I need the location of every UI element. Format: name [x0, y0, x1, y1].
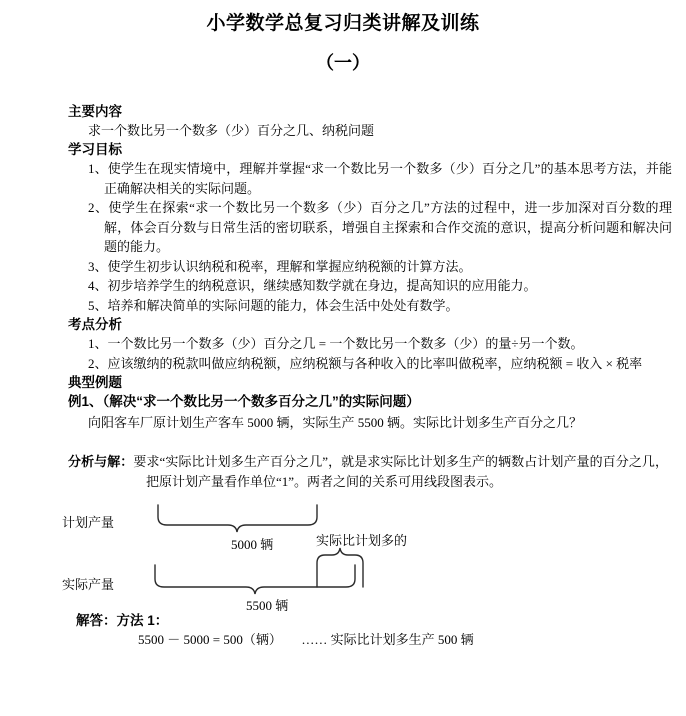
brace-difference — [317, 548, 363, 587]
main-content-text: 求一个数比另一个数多（少）百分之几、纳税问题 — [88, 123, 375, 138]
diagram-value-actual: 5500 辆 — [246, 598, 289, 613]
list-item: 3、使学生初步认识纳税和税率，理解和掌握应纳税额的计算方法。 — [88, 258, 472, 274]
section-heading-main-content: 主要内容 — [68, 104, 122, 119]
list-item: 1、使学生在现实情境中，理解并掌握“求一个数比另一个数多（少）百分之几”的基本思考方法，并能正确解决相关的实际问题。 — [88, 161, 672, 196]
objectives-list — [68, 159, 676, 315]
section-heading-examples: 典型例题 — [68, 375, 122, 390]
list-item: 1、一个数比另一个数多（少）百分之几 = 一个数比另一个数多（少）的量÷另一个数。 — [88, 336, 584, 351]
analysis-label: 分析与解： — [68, 454, 134, 469]
analysis-text: 要求“实际比计划多生产百分之几”，就是求实际比计划多生产的辆数占计划产量的百分之几，把原计划产量看作单位“1”。两者之间的关系可用线段图表示。 — [133, 454, 668, 489]
brace-actual — [155, 565, 355, 594]
diagram-label-difference: 实际比计划多的 — [316, 533, 408, 548]
page-subtitle: （一） — [316, 53, 370, 73]
example-1-title: 例1、（解决“求一个数比另一个数多百分之几”的实际问题） — [68, 394, 420, 409]
diagram-label-planned: 计划产量 — [62, 515, 115, 530]
section-heading-objectives: 学习目标 — [68, 142, 122, 157]
list-item: 4、初步培养学生的纳税意识，继续感知数学就在身边，提高知识的应用能力。 — [88, 278, 537, 293]
section-heading-key-points: 考点分析 — [68, 317, 122, 332]
document-content — [0, 75, 686, 649]
answer-line-1: 5500 － 5000 = 500（辆） …… 实际比计划多生产 500 辆 — [138, 632, 474, 647]
diagram-label-actual: 实际产量 — [62, 577, 115, 592]
diagram-braces — [68, 499, 498, 611]
analysis-paragraph — [68, 432, 676, 491]
list-item: 2、应该缴纳的税款叫做应纳税额，应纳税额与各种收入的比率叫做税率，应纳税额 = 收入 × 税率 — [88, 355, 643, 371]
brace-planned — [158, 505, 317, 532]
list-item: 2、使学生在探索“求一个数比另一个数多（少）百分之几”方法的过程中，进一步加深对百分数的理解，体会百分数与日常生活的密切联系，增强自主探索和合作交流的意识，提高分析问题和解决问题的能力。 — [88, 200, 672, 254]
answer-heading: 解答：方法 1： — [76, 613, 169, 628]
key-points-list — [68, 334, 676, 373]
page-title: 小学数学总复习归类讲解及训练 — [206, 13, 480, 34]
diagram-value-planned: 5000 辆 — [231, 537, 274, 552]
line-segment-diagram — [62, 499, 676, 613]
example-1-body: 向阳客车厂原计划生产客车 5000 辆，实际生产 5500 辆。实际比计划多生产百分之几？ — [88, 415, 583, 430]
list-item: 5、培养和解决简单的实际问题的能力，体会生活中处处有数学。 — [88, 297, 459, 313]
